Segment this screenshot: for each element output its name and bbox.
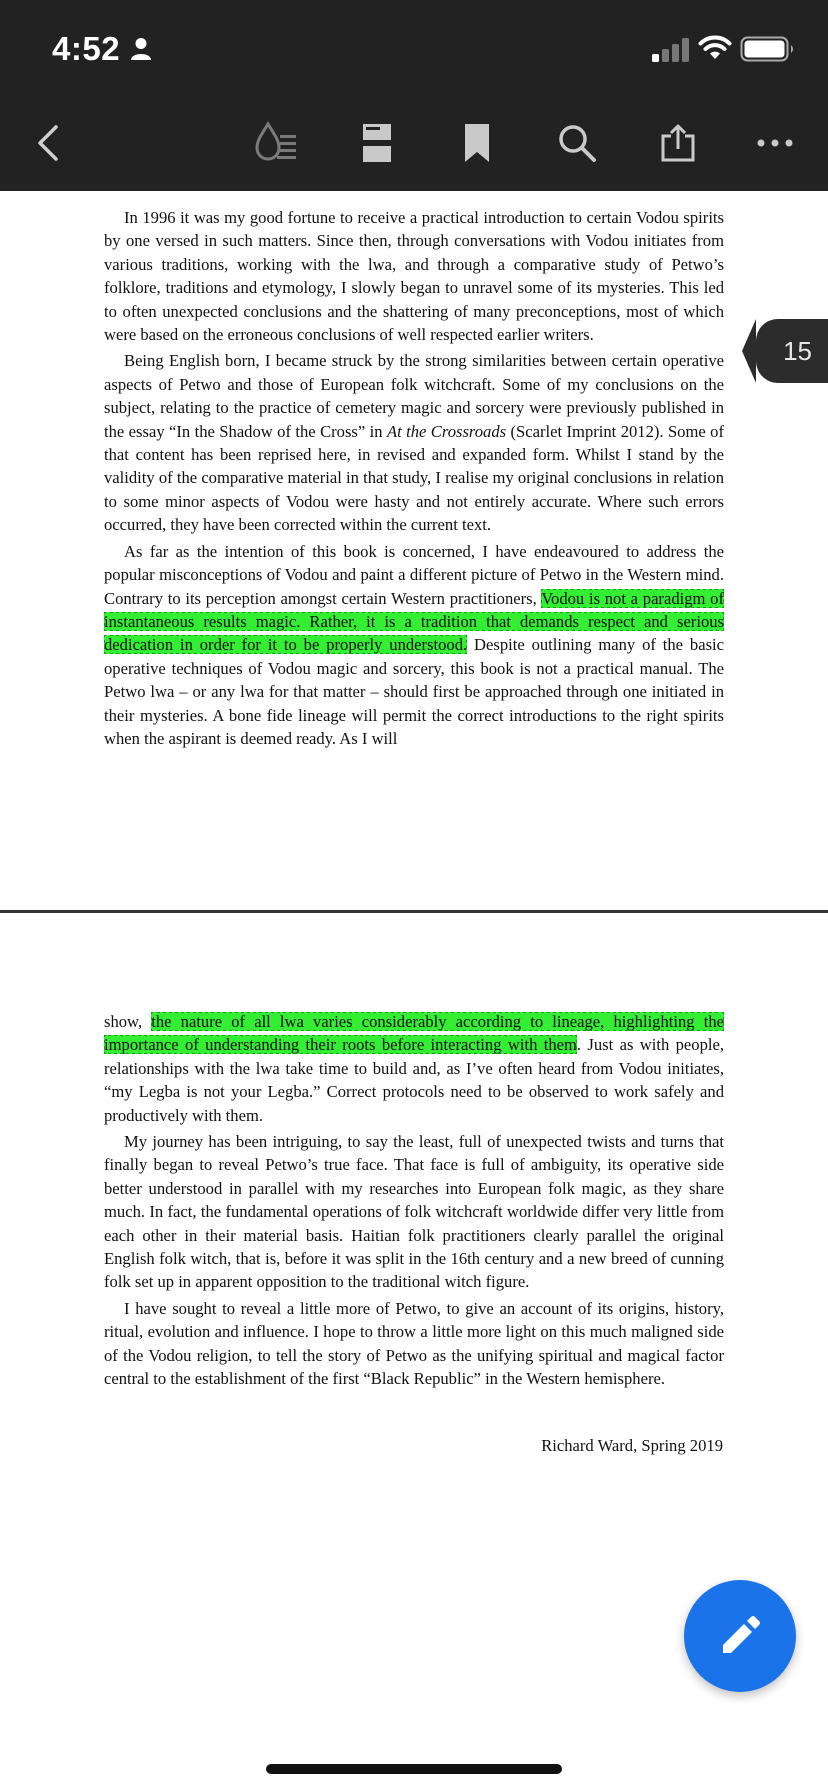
paragraph: As far as the intention of this book is concerned, I have endeavoured to address the popular misconceptions of Vodou and paint a different picture of Petwo in the Western mind. Contrary to its perception amongst certain Western practitioners, Vodou is not a paradigm of instantaneous results magic. Rather, it is a tradition that demands respect and serious dedication in order for it to be properly understood. Despite outlining many of the basic operative techniques of Vodou magic and sorcery, this book is not a practical manual. The Petwo lwa – or any lwa for that matter – should first be approached through one initiated in their mysteries. A bone fide lineage will permit the correct introductions to the right spirits when the aspirant is deemed ready. As I will <box>104 541 725 748</box>
pencil-icon <box>719 1615 761 1657</box>
page-1-text <box>104 206 724 753</box>
more-options-button[interactable] <box>755 118 795 168</box>
page-2-text <box>104 1010 724 1394</box>
back-button[interactable] <box>28 118 68 168</box>
bookmark-button[interactable] <box>462 118 492 168</box>
cellular-signal-icon <box>652 38 690 62</box>
more-icon <box>757 139 793 147</box>
liquid-mode-icon <box>253 121 301 165</box>
battery-icon <box>740 36 796 62</box>
person-icon <box>130 37 152 61</box>
bookmark-icon <box>464 123 490 163</box>
share-button[interactable] <box>656 118 700 168</box>
top-toolbar <box>0 0 828 191</box>
pages-icon <box>361 123 393 163</box>
page-number: 15 <box>783 335 812 366</box>
home-indicator[interactable] <box>266 1764 562 1774</box>
search-icon <box>557 123 597 163</box>
organize-pages-button[interactable] <box>357 118 397 168</box>
signature: Richard Ward, Spring 2019 <box>541 1436 723 1455</box>
paragraph: My journey has been intriguing, to say the least, full of unexpected twists and turns that finally began to reveal Petwo’s true face. That face is full of ambiguity, its operative side better understood in parallel with my researches into European folk magic, as they share much. In fact, the fundamental operations of folk witchcraft worldwide differ very little from each other in their material basis. Haitian folk practitioners clearly parallel the original English folk witch, that is, before it was split in the 16th century and a new breed of cunning folk set up in apparent opposition to the traditional witch figure. <box>104 1132 724 1292</box>
edit-button[interactable] <box>684 1580 796 1692</box>
book-title: At the Crossroads <box>386 421 507 441</box>
highlighted-text[interactable]: Vodou is not a paradigm of instantaneous results magic. Rather, it is a tradition that demands respect and serious dedication in order for it to be properly understood. <box>104 588 724 655</box>
share-icon <box>659 123 697 163</box>
page-divider <box>0 910 828 913</box>
paragraph: Being English born, I became struck by the strong similarities between certain operative aspects of Petwo and those of European folk witchcraft. Some of my conclusions on the subject, relating to the practice of cemetery magic and sorcery were previously published in the essay “In the Shadow of the Cross” in At the Crossroads (Scarlet Imprint 2012). Some of that content has been reprised here, in revised and expanded form. Whilst I stand by the validity of the comparative material in that study, I realise my original conclusions in relation to some minor aspects of Vodou were hasty and not entirely accurate. Where such errors occurred, they have been corrected within the current text. <box>104 351 724 535</box>
paragraph: In 1996 it was my good fortune to receive a practical introduction to certain Vodou spirits by one versed in such matters. Since then, through conversations with Vodou initiates from various traditions, working with the lwa, and through a comparative study of Petwo’s folklore, traditions and etymology, I slowly began to unravel some of its mysteries. This led to often unexpected conclusions and the shattering of many preconceptions, most of which were based on the erroneous conclusions of well respected earlier writers. <box>104 208 724 345</box>
paragraph: show, the nature of all lwa varies considerably according to lineage, highlighting the importance of understanding their roots before interacting with them. Just as with people, relationships with the lwa take time to build and, as I’ve often heard from Vodou initiates, “my Legba is not your Legba.” Correct protocols need to be observed to work safely and productively with them. <box>104 1012 724 1125</box>
status-time: 4:52 <box>52 30 121 67</box>
highlighted-text[interactable]: the nature of all lwa varies considerably according to lineage, highlighting the importance of understanding their roots before interacting with them <box>104 1012 724 1055</box>
paragraph: I have sought to reveal a little more of Petwo, to give an account of its origins, history, ritual, evolution and influence. I hope to throw a little more light on this much maligned side of the Vodou religion, to tell the story of Petwo as the unifying spiritual and magical factor central to the establishment of the first “Black Republic” in the Western hemisphere. <box>104 1298 724 1389</box>
wifi-icon <box>698 34 732 60</box>
search-button[interactable] <box>555 118 599 168</box>
page-number-indicator[interactable] <box>756 319 828 383</box>
liquid-mode-button[interactable] <box>252 118 302 168</box>
back-chevron-icon <box>37 124 59 162</box>
